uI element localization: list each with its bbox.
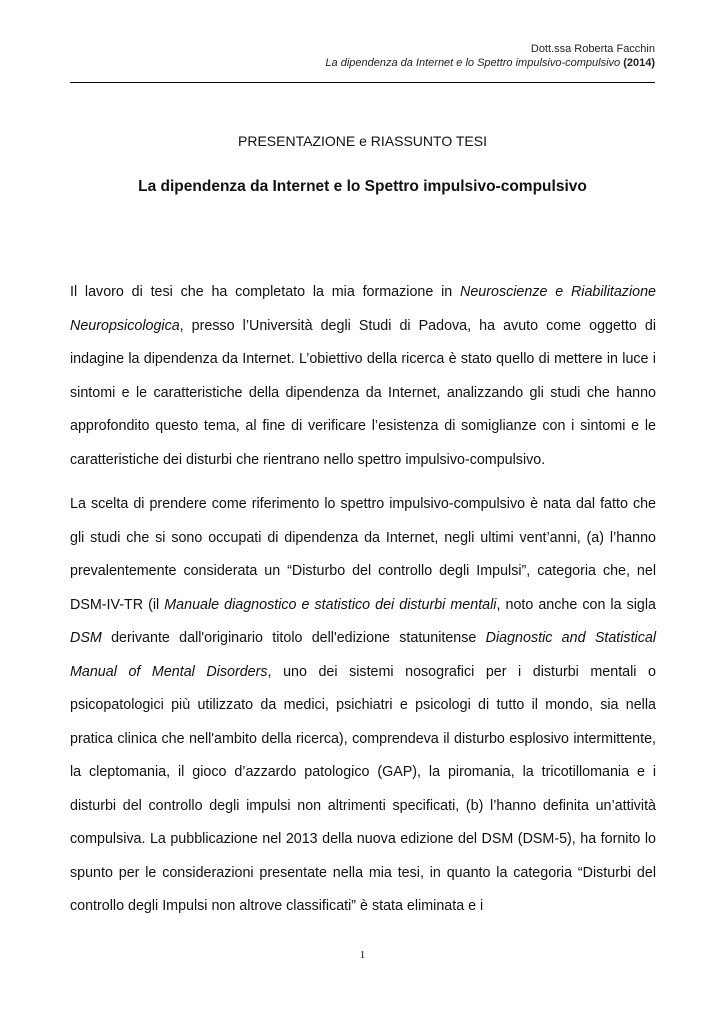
p1-text-1: Il lavoro di tesi che ha completato la mia formazione in: [70, 284, 461, 300]
paragraph-2: [70, 488, 656, 924]
document-body: [70, 276, 656, 935]
header-divider: [70, 82, 655, 83]
p1-italic-course: Neuroscienze e Riabilitazione Neuropsicologica: [70, 284, 656, 334]
p2-text-2: , noto anche con la sigla: [496, 596, 656, 613]
p2-italic-dsm: DSM: [70, 630, 102, 646]
document-title: La dipendenza da Internet e lo Spettro impulsivo-compulsivo: [138, 178, 587, 195]
p2-italic-manual: Manuale diagnostico e statistico dei disturbi mentali: [164, 596, 497, 613]
page-number: 1: [359, 949, 366, 961]
header-work-title: [325, 56, 655, 70]
p2-text-1: La scelta di prendere come riferimento lo spettro impulsivo-compulsivo è nata dal fatto che gli studi che si sono occupati di dipendenza da Internet, negli ultimi vent’anni, (a) l’hanno prevalentemente considerata un “Disturbo del controllo degli Impulsi”, categoria che, nel DSM-IV-TR (il: [70, 496, 656, 613]
p2-text-3: derivante dall'originario titolo dell'edizione statunitense: [101, 630, 486, 646]
page-header: [325, 42, 655, 70]
p2-italic-english-title: Diagnostic and Statistical Manual of Mental Disorders: [70, 630, 656, 680]
header-title-text: La dipendenza da Internet e lo Spettro impulsivo-compulsivo: [325, 57, 621, 69]
paragraph-1: [70, 276, 656, 477]
p2-text-4: , uno dei sistemi nosografici per i disturbi mentali o psicopatologici più utilizzato da medici, psichiatri e psicologi di tutto il mondo, sia nella pratica clinica che nell'ambito della ricerca), comprendeva il disturbo esplosivo intermittente, la cleptomania, il gioco d’azzardo patologico (GAP), la piromania, la tricotillomania e i disturbi del controllo degli impulsi non altrimenti specificati, (b) l’hanno definita un’attività compulsiva. La pubblicazione nel 2013 della nuova edizione del DSM (DSM-5), ha fornito lo spunto per le considerazioni presentate nella mia tesi, in quanto la categoria “Disturbi del controllo degli Impulsi non altrove classificati” è stata eliminata e i: [70, 663, 656, 914]
header-year: (2014): [623, 57, 655, 69]
section-title: PRESENTAZIONE e RIASSUNTO TESI: [238, 133, 487, 149]
p1-text-2: , presso l’Università degli Studi di Padova, ha avuto come oggetto di indagine la dipendenza da Internet. L’obiettivo della ricerca è stato quello di mettere in luce i sintomi e le caratteristiche della dipendenza da Internet, analizzando gli studi che hanno approfondito questo tema, al fine di verificare l’esistenza di somiglianze con i sintomi e le caratteristiche dei disturbi che rientrano nello spettro impulsivo-compulsivo.: [70, 317, 656, 468]
header-author: Dott.ssa Roberta Facchin: [530, 43, 655, 55]
